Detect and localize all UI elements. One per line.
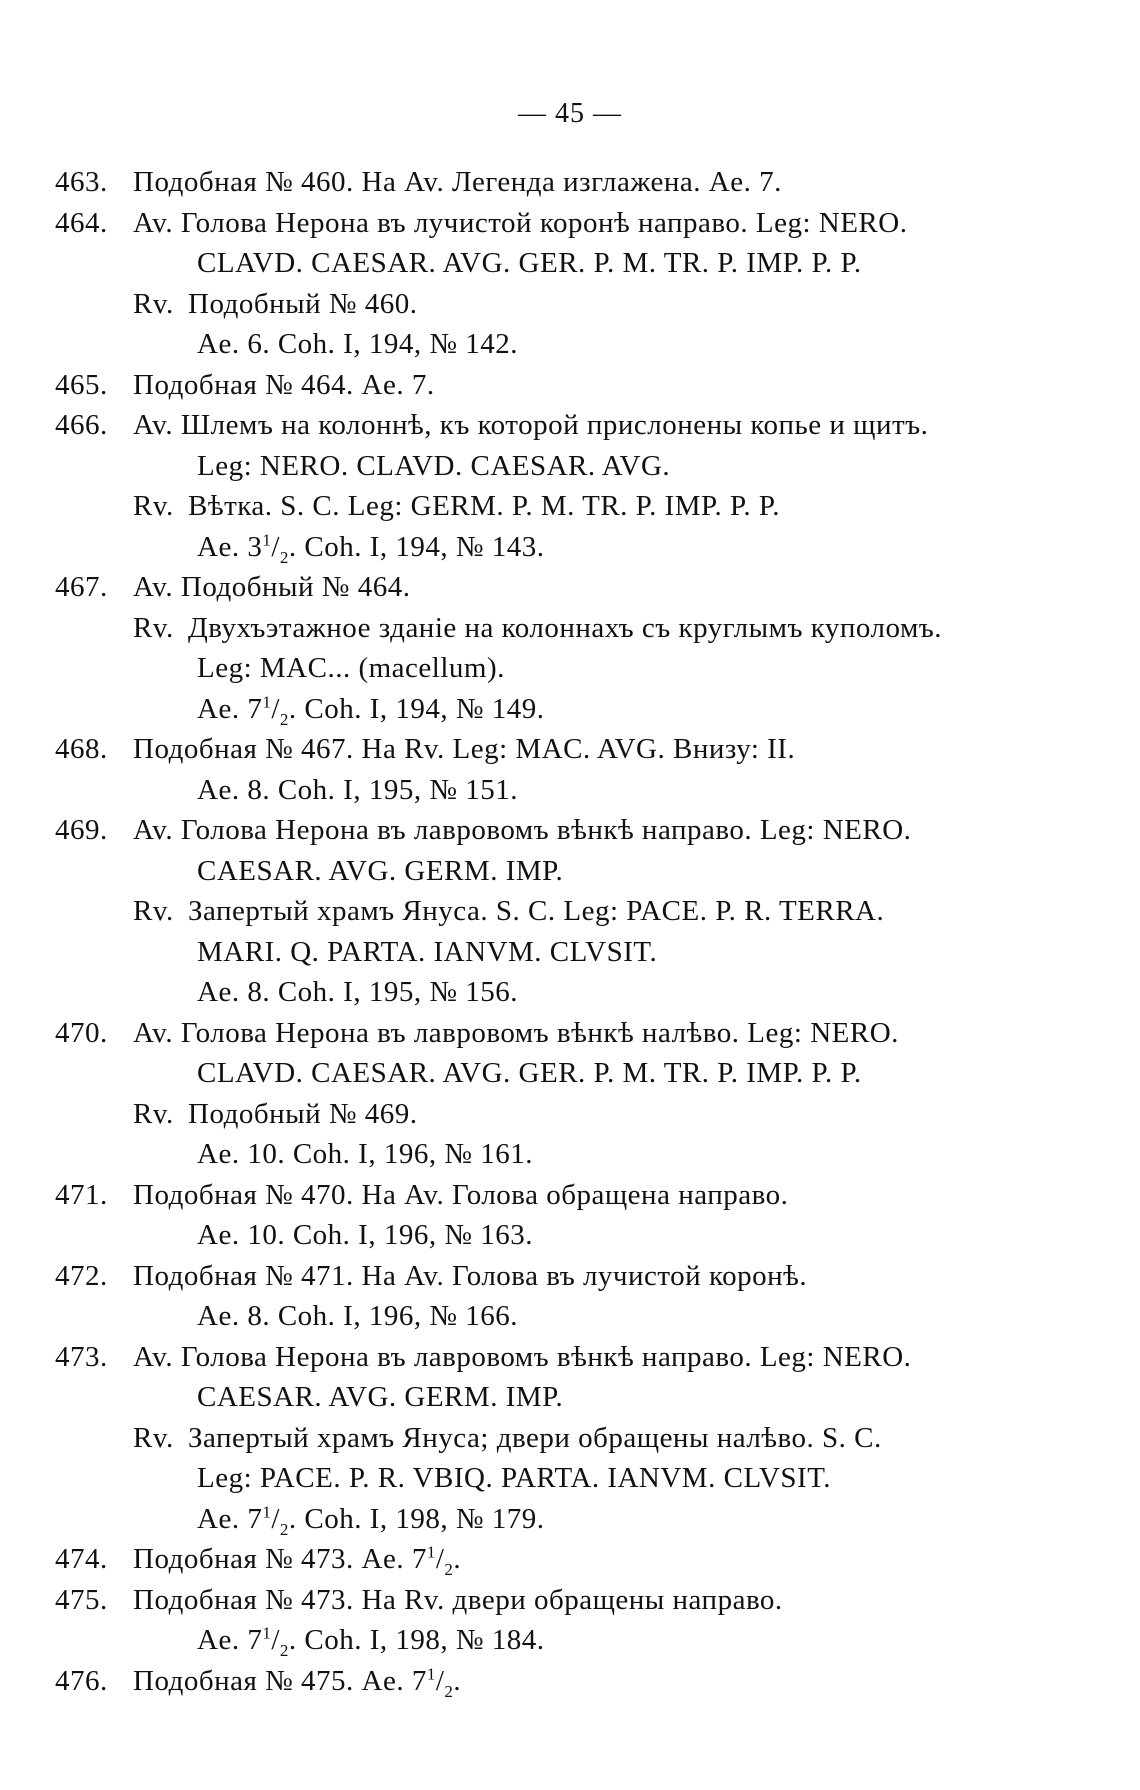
entry-text: Leg: MAC... (macellum). xyxy=(197,652,505,684)
entry-text: Ae. $7^1/_2$. Coh. I, 194, № 149. xyxy=(197,691,545,729)
entry-text: Rv. Подобный № 460. xyxy=(133,284,418,324)
entry-number: 464. xyxy=(55,206,108,239)
reverse-label: Rv. xyxy=(133,1097,174,1130)
entry-text: Ae. 10. Coh. I, 196, № 161. xyxy=(197,1138,533,1170)
entry-text: Av. Голова Нерона въ лавровомъ вѣнкѣ направо. Leg: NERO. xyxy=(133,1340,912,1373)
entry-text: MARI. Q. PARTA. IANVM. CLVSIT. xyxy=(197,935,658,968)
entry-text: CAESAR. AVG. GERM. IMP. xyxy=(197,1381,564,1413)
entry-text: Rv. Двухъэтажное зданіе на колоннахъ съ круглымъ куполомъ. xyxy=(133,608,942,648)
entry-text: Подобная № 473. Ae. $7^1/_2$. xyxy=(133,1542,462,1579)
entry-number: 466. xyxy=(55,409,108,441)
entry-text: Подобная № 470. На Av. Голова обращена направо. xyxy=(133,1178,789,1211)
entry-text: Ae. $7^1/_2$. Coh. I, 198, № 179. xyxy=(197,1501,545,1539)
entry-text: Rv. Вѣтка. S. C. Leg: GERM. P. M. TR. P. IMP. P. P. xyxy=(133,486,780,526)
fraction: $^1/_2$ xyxy=(426,1663,454,1701)
entry-text: Ae. 8. Coh. I, 195, № 156. xyxy=(197,976,518,1008)
reverse-label: Rv. xyxy=(133,287,174,320)
page-number: — 45 — xyxy=(518,98,622,129)
entry-number: 470. xyxy=(55,1016,108,1049)
fraction: $^1/_2$ xyxy=(262,691,289,729)
entry-number: 463. xyxy=(55,166,108,198)
fraction: $^1/_2$ xyxy=(262,529,289,567)
entry-text: CLAVD. CAESAR. AVG. GER. P. M. TR. P. IMP. P. P. xyxy=(197,1057,862,1089)
entry-number: 472. xyxy=(55,1259,108,1292)
entry-number: 474. xyxy=(55,1543,108,1575)
entry-text: Av. Голова Нерона въ лавровомъ вѣнкѣ направо. Leg: NERO. xyxy=(133,814,912,846)
entry-text: Подобная № 473. На Rv. двери обращены направо. xyxy=(133,1583,783,1616)
entry-number: 473. xyxy=(55,1340,108,1373)
reverse-label: Rv. xyxy=(133,1421,174,1454)
entry-text: Av. Голова Нерона въ лучистой коронѣ направо. Leg: NERO. xyxy=(133,206,908,239)
entry-text: Rv. Запертый храмъ Януса; двери обращены налѣво. S. C. xyxy=(133,1418,882,1458)
entry-text: CAESAR. AVG. GERM. IMP. xyxy=(197,854,564,887)
reverse-label: Rv. xyxy=(133,895,174,927)
entry-number: 465. xyxy=(55,368,108,401)
entry-text: Подобная № 471. На Av. Голова въ лучистой коронѣ. xyxy=(133,1259,808,1292)
entry-text: Ae. $3^1/_2$. Coh. I, 194, № 143. xyxy=(197,529,545,567)
entry-number: 475. xyxy=(55,1583,108,1616)
entry-number: 467. xyxy=(55,571,108,603)
entry-text: CLAVD. CAESAR. AVG. GER. P. M. TR. P. IMP. P. P. xyxy=(197,247,862,279)
entry-text: Подобная № 467. На Rv. Leg: MAC. AVG. Внизу: II. xyxy=(133,733,796,765)
entry-text: Leg: NERO. CLAVD. CAESAR. AVG. xyxy=(197,449,671,482)
entry-text: Av. Голова Нерона въ лавровомъ вѣнкѣ налѣво. Leg: NERO. xyxy=(133,1016,899,1049)
entry-text: Rv. Подобный № 469. xyxy=(133,1094,418,1134)
entry-text: Av. Подобный № 464. xyxy=(133,571,411,603)
fraction: $^1/_2$ xyxy=(262,1623,289,1660)
fraction: $^1/_2$ xyxy=(426,1542,454,1579)
reverse-label: Rv. xyxy=(133,611,174,644)
entry-number: 471. xyxy=(55,1178,108,1211)
entry-text: Leg: PACE. P. R. VBIQ. PARTA. IANVM. CLVSIT. xyxy=(197,1462,832,1494)
entry-text: Ae. 8. Coh. I, 195, № 151. xyxy=(197,773,518,806)
entry-number: 469. xyxy=(55,814,108,846)
entry-text: Ae. $7^1/_2$. Coh. I, 198, № 184. xyxy=(197,1623,545,1660)
entry-text: Ae. 10. Coh. I, 196, № 163. xyxy=(197,1219,533,1251)
entry-text: Подобная № 464. Ae. 7. xyxy=(133,368,435,401)
entry-number: 476. xyxy=(55,1664,108,1697)
entry-text: Ae. 6. Coh. I, 194, № 142. xyxy=(197,328,518,360)
entry-text: Ae. 8. Coh. I, 196, № 166. xyxy=(197,1300,518,1332)
entry-text: Av. Шлемъ на колоннѣ, къ которой прислонены копье и щитъ. xyxy=(133,409,929,441)
fraction: $^1/_2$ xyxy=(262,1501,289,1539)
entry-text: Подобная № 460. На Av. Легенда изглажена. Ae. 7. xyxy=(133,166,782,198)
reverse-label: Rv. xyxy=(133,490,174,522)
entry-text: Подобная № 475. Ae. $7^1/_2$. xyxy=(133,1663,462,1701)
entry-text: Rv. Запертый храмъ Януса. S. C. Leg: PACE. P. R. TERRA. xyxy=(133,891,884,931)
entry-number: 468. xyxy=(55,733,108,765)
